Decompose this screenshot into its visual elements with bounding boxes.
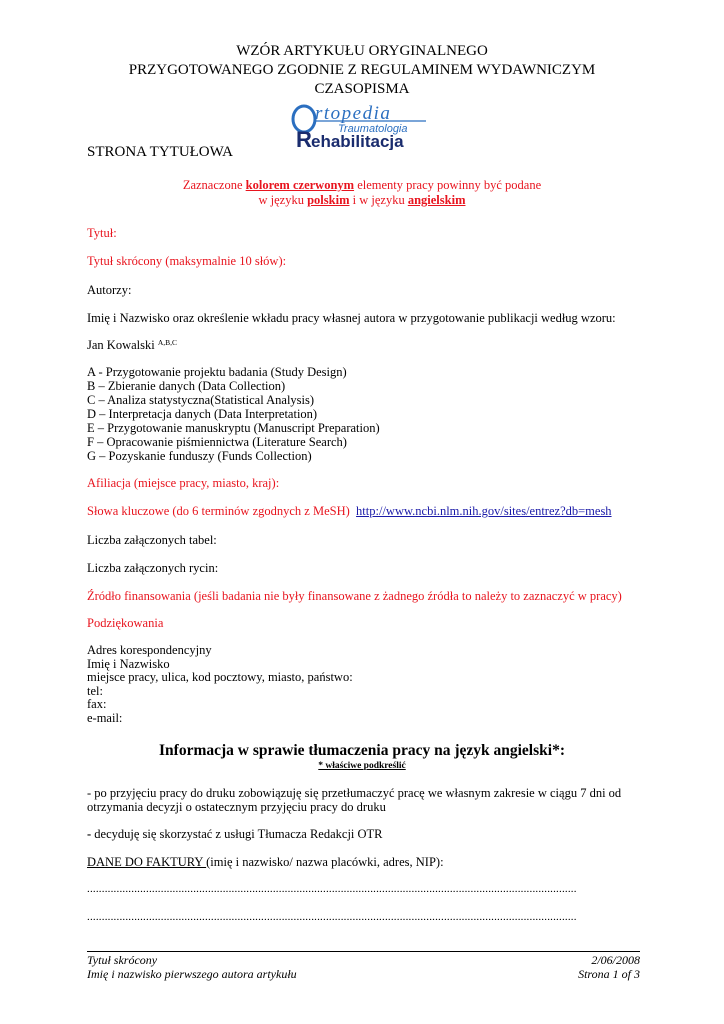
list-item: B – Zbieranie danych (Data Collection) [87, 379, 286, 393]
translation-option-2 [87, 827, 383, 841]
correspondence-line: tel: [87, 683, 103, 698]
example-author-superscript: A,B,C [157, 338, 177, 347]
section-title: STRONA TYTUŁOWA [87, 144, 233, 160]
field-contribution: Imię i Nazwisko oraz określenie wkładu pracy własnej autora w przygotowanie publikacji według wzoru: [87, 311, 616, 325]
notice-emphasis-red-color: kolorem czerwonym [245, 178, 355, 192]
correspondence-block [87, 644, 353, 725]
logo-word-ortopedia: rtopedia [315, 103, 392, 124]
translation-option-1-line-2: otrzymania decyzji o ostatecznym przyjęciu pracy do druku [87, 800, 386, 814]
invoice-dotted-line-2: ...................................................................................................................................................................... [87, 911, 577, 923]
logo-word-traumatologia: Traumatologia [338, 123, 408, 135]
footer-date: 2/06/2008 [591, 953, 640, 967]
translation-option-1-line-1: - po przyjęciu pracy do druku zobowiązuję się przetłumaczyć pracę we własnym zakresie w ciągu 7 dni od [87, 786, 622, 800]
red-notice [0, 178, 724, 208]
option-2-text: decyduję się skorzystać z usługi Tłumacza Redakcji OTR [91, 827, 383, 841]
translation-title: Informacja w sprawie tłumaczenia pracy na język angielski*: [159, 742, 565, 759]
document-header [0, 42, 724, 99]
field-keywords [87, 504, 612, 518]
list-item: C – Analiza statystyczna(Statistical Analysis) [87, 393, 315, 407]
correspondence-line: Imię i Nazwisko [87, 656, 170, 671]
footer-page-number: Strona 1 of 3 [578, 967, 640, 981]
list-item: F – Opracowanie piśmiennictwa (Literature Search) [87, 435, 347, 449]
notice-text: elementy pracy powinny być podane [354, 178, 542, 192]
invoice-data-label [87, 855, 444, 869]
invoice-dotted-line-1: ...................................................................................................................................................................... [87, 883, 577, 895]
footer-right [440, 953, 640, 981]
example-author-name: Jan Kowalski [87, 338, 155, 352]
notice-emphasis-polish: polskim [307, 193, 350, 207]
correspondence-line: Adres korespondencyjny [87, 643, 212, 657]
option-2-dash: - [87, 827, 92, 841]
footer-divider [87, 951, 640, 952]
invoice-label-rest: (imię i nazwisko/ nazwa placówki, adres, NIP): [206, 855, 444, 869]
translation-note: * właściwe podkreślić [318, 761, 406, 771]
field-affiliation: Afiliacja (miejsce pracy, miasto, kraj): [87, 476, 280, 490]
footer-left [87, 953, 297, 981]
footer-first-author: Imię i nazwisko pierwszego autora artykułu [87, 967, 297, 981]
field-short-title: Tytuł skrócony (maksymalnie 10 słów): [87, 254, 287, 268]
field-acknowledgements: Podziękowania [87, 616, 164, 630]
notice-text: i w języku [349, 193, 408, 207]
field-tables-count: Liczba załączonych tabel: [87, 533, 217, 547]
header-line-1: WZÓR ARTYKUŁU ORYGINALNEGO [236, 43, 488, 59]
header-line-3: CZASOPISMA [314, 81, 410, 97]
list-item: E – Przygotowanie manuskryptu (Manuscript Preparation) [87, 421, 380, 435]
notice-emphasis-english: angielskim [407, 193, 466, 207]
field-figures-count: Liczba załączonych rycin: [87, 561, 219, 575]
logo-letter-r: R [296, 127, 312, 150]
field-title: Tytuł: [87, 226, 117, 240]
correspondence-line: fax: [87, 697, 107, 711]
invoice-label-underlined: DANE DO FAKTURY [87, 855, 207, 869]
field-authors: Autorzy: [87, 283, 132, 297]
correspondence-line: miejsce pracy, ulica, kod pocztowy, miasto, państwo: [87, 670, 353, 684]
mesh-link[interactable]: http://www.ncbi.nlm.nih.gov/sites/entrez?db=mesh [356, 504, 612, 518]
journal-logo-graphic [290, 102, 430, 150]
red-notice-line-2 [0, 193, 724, 208]
correspondence-line: e-mail: [87, 710, 123, 725]
journal-logo [290, 102, 430, 150]
translation-option-1 [87, 786, 621, 814]
field-funding: Źródło finansowania (jeśli badania nie były finansowane z żadnego źródła to należy to zaznaczyć w pracy) [87, 589, 622, 603]
notice-text: w języku [258, 193, 308, 207]
contribution-list [87, 365, 380, 463]
list-item: G – Pozyskanie funduszy (Funds Collection) [87, 449, 312, 463]
header-line-2: PRZYGOTOWANEGO ZGODNIE Z REGULAMINEM WYDAWNICZYM [128, 62, 596, 78]
list-item: A - Przygotowanie projektu badania (Study Design) [87, 365, 347, 379]
example-author [87, 338, 177, 352]
keywords-label: Słowa kluczowe (do 6 terminów zgodnych z MeSH) [87, 504, 350, 518]
list-item: D – Interpretacja danych (Data Interpretation) [87, 407, 318, 421]
notice-text: Zaznaczone [182, 178, 246, 192]
red-notice-line-1 [0, 178, 724, 193]
footer-short-title: Tytuł skrócony [87, 953, 158, 967]
logo-word-rehabilitacja: ehabilitacja [311, 132, 404, 150]
